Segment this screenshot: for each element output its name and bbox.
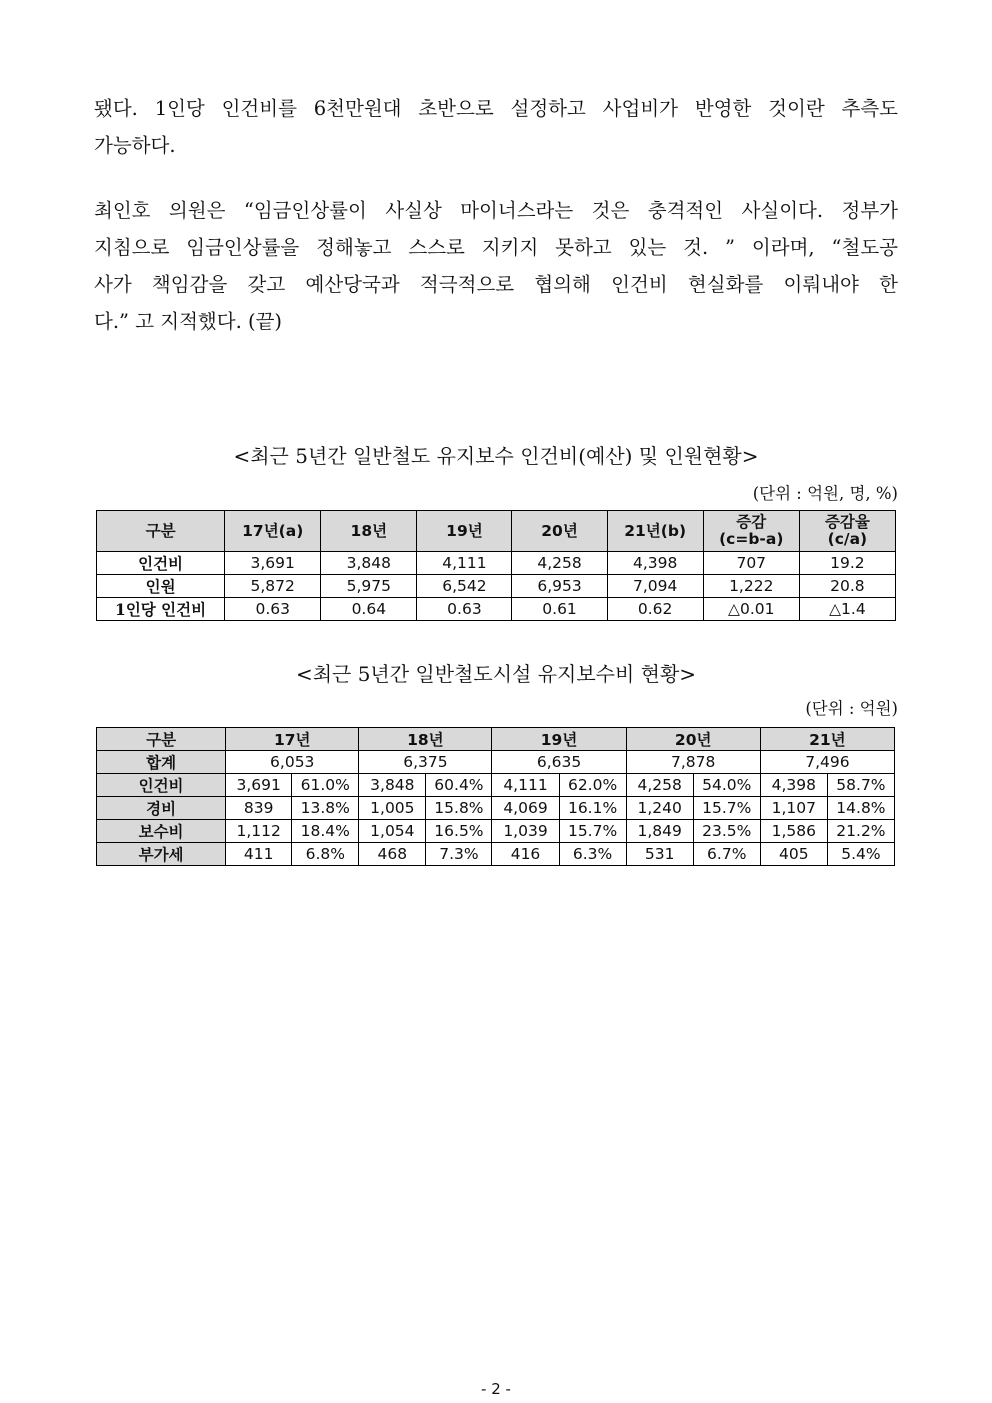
header-line: 증감율 [824,513,870,531]
text-line: 사가 책임감을 갖고 예산당국과 적극적으로 협의해 인건비 현실화를 이뤄내야 한 [94,273,898,296]
table-cell: 19.2 [799,552,895,575]
table-header-row [97,728,895,751]
table-cell: 6.3% [559,843,626,866]
table-row [97,774,895,797]
table-cell: 21.2% [827,820,894,843]
table-cell: 6.8% [292,843,359,866]
page-number: - 2 - [481,1380,511,1398]
table-cell: 4,258 [512,552,607,575]
table-cell: 13.8% [292,797,359,820]
table-row [97,797,895,820]
text-line: 최인호 의원은 “임금인상률이 사실상 마이너스라는 것은 충격적인 사실이다. 정부가 [94,199,898,222]
table-cell: 7.3% [426,843,492,866]
table-cell: 4,258 [626,774,693,797]
table-cell: 405 [760,843,827,866]
header-line: (c/a) [827,530,868,548]
table-cell: 3,848 [321,552,417,575]
table-cell: 15.8% [426,797,492,820]
table-cell: △1.4 [799,598,895,621]
text-line: 가능하다. [94,134,176,157]
table-row [97,575,896,598]
table-cell: 4,111 [417,552,512,575]
table1-caption: <최근 5년간 일반철도 유지보수 인건비(예산) 및 인원현황> [233,444,759,468]
personnel-cost-table [96,510,896,621]
text-line: 지침으로 임금인상률을 정해놓고 스스로 지키지 못하고 있는 것. ” 이라며, “철도공 [94,236,898,259]
table-cell: 16.5% [426,820,492,843]
table-cell: 1,039 [492,820,559,843]
table-cell: 6.7% [693,843,760,866]
table-cell: 468 [359,843,426,866]
table-cell: 1,586 [760,820,827,843]
header-cell [703,511,799,552]
table-cell: △0.01 [703,598,799,621]
table-cell: 1,112 [226,820,292,843]
header-cell: 18년 [359,728,492,751]
table-cell: 1,222 [703,575,799,598]
table2-caption: <최근 5년간 일반철도시설 유지보수비 현황> [295,662,697,686]
table-cell: 5,872 [225,575,321,598]
table-cell: 416 [492,843,559,866]
header-cell: 20년 [626,728,760,751]
header-cell [799,511,895,552]
table-cell: 54.0% [693,774,760,797]
row-header: 인건비 [97,774,226,797]
table-cell: 531 [626,843,693,866]
table-cell: 4,069 [492,797,559,820]
table-cell: 6,953 [512,575,607,598]
table-cell: 3,848 [359,774,426,797]
paragraph-2 [94,192,898,340]
maintenance-cost-table [96,727,895,866]
table-cell: 6,053 [226,751,359,774]
table-cell: 58.7% [827,774,894,797]
header-cell: 17년(a) [225,511,321,552]
table-cell: 0.64 [321,598,417,621]
table-cell: 6,635 [492,751,626,774]
header-cell: 20년 [512,511,607,552]
table-cell: 16.1% [559,797,626,820]
table-cell: 5,975 [321,575,417,598]
header-cell: 구분 [97,511,225,552]
table-cell: 0.63 [417,598,512,621]
table-cell: 1,054 [359,820,426,843]
table-cell: 3,691 [225,552,321,575]
text-line: 다.” 고 지적했다. (끝) [94,310,283,333]
header-cell: 21년(b) [607,511,703,552]
table-cell: 4,398 [760,774,827,797]
table-cell: 14.8% [827,797,894,820]
row-header: 인원 [97,575,225,598]
table-cell: 4,398 [607,552,703,575]
table-cell: 7,094 [607,575,703,598]
table-cell: 1,849 [626,820,693,843]
text-line: 됐다. 1인당 인건비를 6천만원대 초반으로 설정하고 사업비가 반영한 것이란 추측도 [94,97,898,120]
table-cell: 15.7% [559,820,626,843]
table-cell: 15.7% [693,797,760,820]
table-cell: 7,878 [626,751,760,774]
header-cell: 19년 [417,511,512,552]
table-cell: 1,240 [626,797,693,820]
table-cell: 6,375 [359,751,492,774]
header-line: 증감 [736,513,767,531]
table-header-row [97,511,896,552]
table-cell: 1,107 [760,797,827,820]
table-cell: 23.5% [693,820,760,843]
table1-unit: (단위 : 억원, 명, %) [752,484,898,503]
table-cell: 0.63 [225,598,321,621]
table-cell: 18.4% [292,820,359,843]
row-header: 경비 [97,797,226,820]
row-header: 합계 [97,751,226,774]
table-cell: 20.8 [799,575,895,598]
row-header: 1인당 인건비 [97,598,225,621]
table-cell: 411 [226,843,292,866]
table-row [97,843,895,866]
table-row [97,552,896,575]
table-cell: 3,691 [226,774,292,797]
table-row [97,820,895,843]
table-cell: 1,005 [359,797,426,820]
table-cell: 839 [226,797,292,820]
table-row [97,598,896,621]
header-cell: 18년 [321,511,417,552]
table-cell: 6,542 [417,575,512,598]
header-cell: 17년 [226,728,359,751]
table-cell: 4,111 [492,774,559,797]
header-line: (c=b-a) [719,530,784,548]
header-cell: 구분 [97,728,226,751]
row-header: 인건비 [97,552,225,575]
row-header: 보수비 [97,820,226,843]
table-cell: 62.0% [559,774,626,797]
table-cell: 7,496 [760,751,894,774]
table-row-total [97,751,895,774]
table-cell: 60.4% [426,774,492,797]
table2-unit: (단위 : 억원) [805,699,898,718]
table-cell: 5.4% [827,843,894,866]
paragraph-1 [94,90,898,164]
header-cell: 19년 [492,728,626,751]
row-header: 부가세 [97,843,226,866]
header-cell: 21년 [760,728,894,751]
table-cell: 707 [703,552,799,575]
table-cell: 0.61 [512,598,607,621]
table-cell: 0.62 [607,598,703,621]
table-cell: 61.0% [292,774,359,797]
